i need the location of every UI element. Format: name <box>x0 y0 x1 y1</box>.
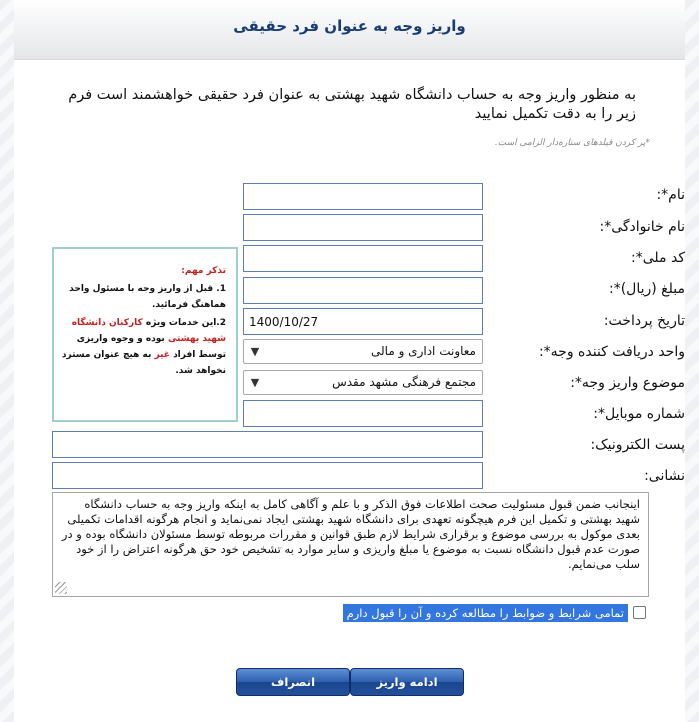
left-background-pattern <box>0 0 14 722</box>
cancel-button[interactable]: انصراف <box>236 668 350 696</box>
payment-date-input[interactable] <box>243 308 483 335</box>
payment-subject-label: موضوع واریز وجه*: <box>570 375 685 391</box>
receiving-unit-label: واحد دریافت کننده وجه*: <box>538 344 685 360</box>
payment-subject-selected: مجتمع فرهنگی مشهد مقدس <box>332 375 476 389</box>
intro-text: به منظور واریز وجه به حساب دانشگاه شهید بهشتی به عنوان فرد حقیقی خواهشمند است فرم زیر را به دقت تکمیل نمایید <box>68 87 636 122</box>
important-notice-box <box>52 247 238 422</box>
mobile-input[interactable] <box>243 400 483 427</box>
chevron-down-icon: ▼ <box>250 376 260 389</box>
notice-item-2-part-a: 2.این خدمات ویژه <box>145 318 226 328</box>
notice-item-2-part-c: به هیچ عنوان مسترد نخواهد شد. <box>61 350 226 376</box>
payment-date-label: تاریخ پرداخت: <box>603 313 685 329</box>
receiving-unit-selected: معاونت اداری و مالی <box>371 344 476 358</box>
first-name-input[interactable] <box>243 183 483 210</box>
terms-textarea[interactable] <box>52 492 649 597</box>
accept-terms-row[interactable] <box>336 604 648 622</box>
address-input[interactable] <box>52 462 483 489</box>
national-code-label: کد ملی*: <box>631 250 685 266</box>
email-input[interactable] <box>52 431 483 458</box>
right-background-pattern <box>685 0 699 722</box>
page-title: واریز وجه به عنوان فرد حقیقی <box>233 17 466 35</box>
last-name-input[interactable] <box>243 214 483 241</box>
notice-item-2-highlight-2: غیر <box>154 350 170 360</box>
amount-input[interactable] <box>243 277 483 304</box>
last-name-label: نام خانوادگی*: <box>599 219 685 235</box>
amount-label: مبلغ (ریال)*: <box>609 281 685 297</box>
chevron-down-icon: ▼ <box>250 345 260 358</box>
national-code-input[interactable] <box>243 245 483 272</box>
resize-grip-icon[interactable] <box>55 582 67 594</box>
required-fields-note: *پر کردن فیلدهای ستاره‌دار الزامی است. <box>494 138 650 148</box>
notice-item-2 <box>60 315 226 379</box>
notice-item-2-part-b: بوده و وجوه واریزی توسط افراد <box>76 334 226 360</box>
continue-payment-button[interactable]: ادامه واریز <box>350 668 464 696</box>
accept-terms-checkbox[interactable] <box>633 606 646 619</box>
first-name-label: نام*: <box>656 187 685 203</box>
terms-text: اینجانب ضمن قبول مسئولیت صحت اطلاعات فوق الذکر و با علم و آگاهی کامل به اینکه واریز وجه به حساب دانشگاه شهید بهشتی و تکمیل این فرم هیچگونه تعهدی برای دانشگاه شهید بهشتی ایجاد نمی‌نماید و انجام هرگونه اقدامات تکمیلی بعدی موکول به بررسی موضوع و برقراری شرایط لازم طبق قوانین و مقررات مربوطه توسط مسئولان دانشگاه بوده و در صورت عدم قبول دانشگاه نسبت به موضوع یا مبلغ واریزی و سایر موارد به تشخیص خود حق هرگونه اعتراض را از خود سلب می‌نمایم. <box>61 497 640 571</box>
mobile-label: شماره موبایل*: <box>593 406 685 422</box>
page-header <box>14 0 685 60</box>
email-label: پست الکترونیک: <box>590 437 685 453</box>
notice-item-1: 1. قبل از واریز وجه با مسئول واحد هماهنگ فرمائید. <box>69 284 226 310</box>
notice-title: تذکر مهم: <box>181 266 226 276</box>
notice-item-2-highlight: کارکنان دانشگاه شهید بهشتی <box>71 318 226 344</box>
receiving-unit-select[interactable] <box>243 339 483 364</box>
payment-subject-select[interactable] <box>243 370 483 395</box>
accept-terms-label[interactable]: تمامی شرایط و ضوابط را مطالعه کرده و آن را قبول دارم <box>343 604 628 622</box>
address-label: نشانی: <box>644 468 685 484</box>
